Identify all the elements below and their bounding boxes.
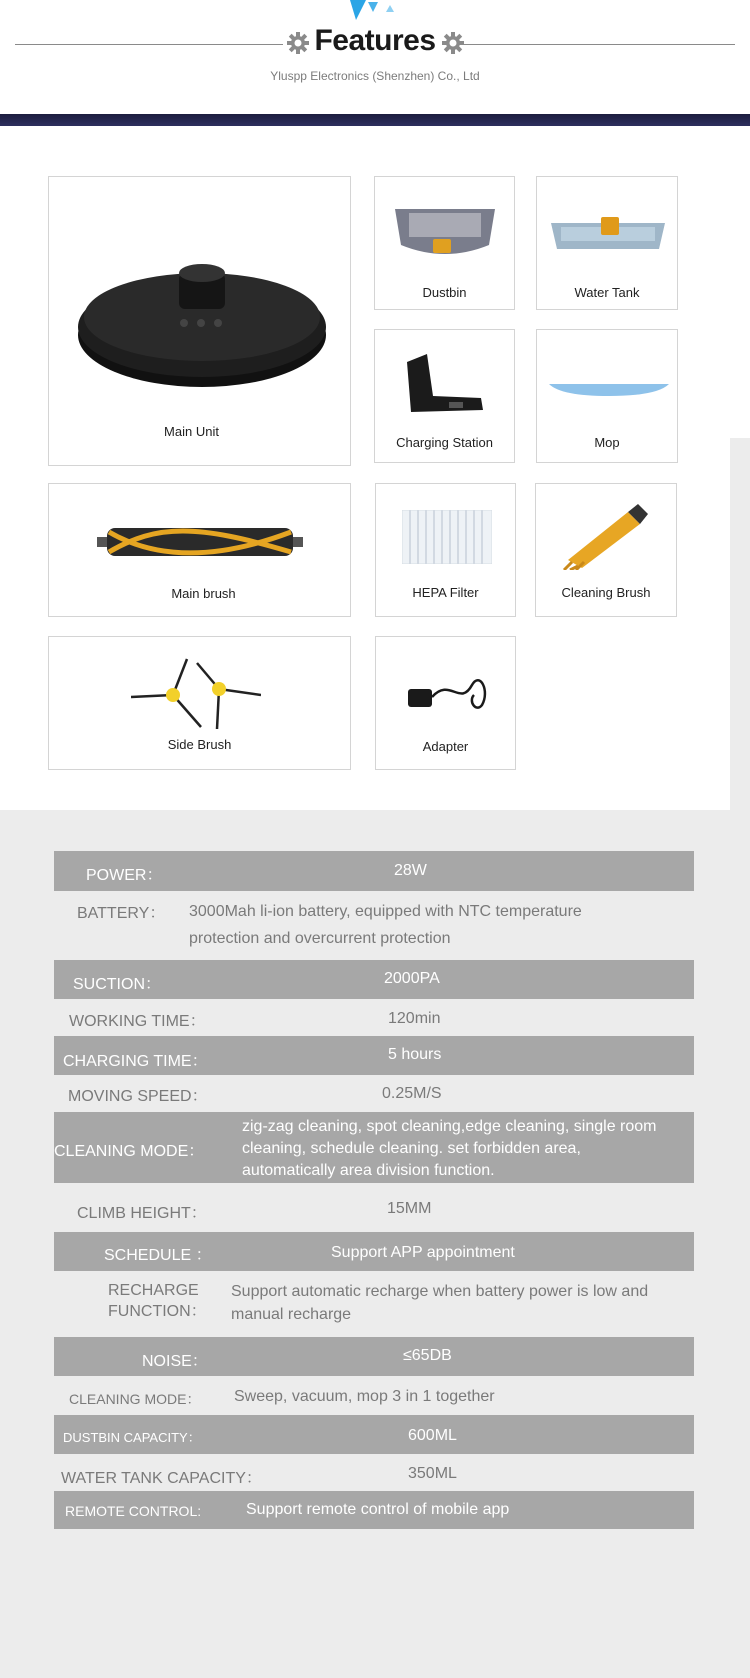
product-card-main-unit xyxy=(48,176,351,466)
spec-value: 5 hours xyxy=(388,1046,442,1063)
spec-value: Support remote control of mobile app xyxy=(246,1501,510,1518)
spec-row-cleaning-mode xyxy=(54,1112,694,1183)
spec-value: Support APP appointment xyxy=(331,1244,515,1261)
spec-row-cleaning-mode-2 xyxy=(54,1381,694,1413)
spec-value: 28W xyxy=(394,862,427,879)
spec-key: MOVING SPEED： xyxy=(68,1088,208,1105)
spec-key: BATTERY： xyxy=(77,905,166,922)
product-label: Charging Station xyxy=(396,435,493,450)
spec-value: 600ML xyxy=(408,1427,457,1444)
product-card-water-tank xyxy=(536,176,678,310)
water-tank-icon xyxy=(547,215,669,253)
spec-row-working-time xyxy=(54,1001,694,1035)
spec-value: 120min xyxy=(388,1010,441,1027)
side-brush-icon xyxy=(131,655,261,731)
spec-key: POWER： xyxy=(86,867,163,884)
spec-key: CLEANING MODE： xyxy=(69,1391,201,1407)
spec-row-recharge-function xyxy=(54,1276,694,1328)
product-label: Water Tank xyxy=(574,285,640,300)
spec-value: 350ML xyxy=(408,1465,457,1482)
product-label: Cleaning Brush xyxy=(561,585,651,600)
company-name: Yluspp Electronics (Shenzhen) Co., Ltd xyxy=(270,69,480,83)
product-card-dustbin xyxy=(374,176,515,310)
main-brush-icon xyxy=(97,522,303,562)
spec-row-charging-time xyxy=(54,1036,694,1075)
charging-station-icon xyxy=(403,352,487,416)
spec-value: Support automatic recharge when battery power is low and manual recharge xyxy=(231,1283,649,1323)
spec-key: WORKING TIME： xyxy=(69,1013,206,1030)
product-card-mop xyxy=(536,329,678,463)
product-label: Dustbin xyxy=(422,285,467,300)
product-label: Main brush xyxy=(171,586,236,601)
product-card-adapter xyxy=(375,636,516,770)
product-label: Adapter xyxy=(422,739,469,754)
robot-vacuum-icon xyxy=(77,247,327,397)
product-card-charging-station xyxy=(374,329,515,463)
spec-value: 0.25M/S xyxy=(382,1085,442,1102)
mop-icon xyxy=(547,382,671,398)
spec-key: REMOTE CONTROL: xyxy=(65,1503,202,1519)
spec-row-moving-speed xyxy=(54,1077,694,1109)
spec-value: 15MM xyxy=(387,1200,432,1217)
spec-row-climb-height xyxy=(54,1192,694,1226)
spec-key: CLIMB HEIGHT： xyxy=(77,1205,207,1222)
spec-key: RECHARGE FUNCTION： xyxy=(108,1282,207,1320)
product-label: Side Brush xyxy=(167,737,232,752)
logo-triangles-icon xyxy=(348,0,404,22)
spec-value: Sweep, vacuum, mop 3 in 1 together xyxy=(234,1388,495,1405)
spec-row-dustbin-capacity xyxy=(54,1415,694,1454)
product-card-cleaning-brush xyxy=(535,483,677,617)
spec-row-battery xyxy=(54,893,694,953)
cleaning-brush-icon xyxy=(562,504,652,570)
spec-row-water-tank-capacity xyxy=(54,1458,694,1490)
spec-key: SCHEDULE ： xyxy=(104,1247,212,1264)
product-label: HEPA Filter xyxy=(412,585,479,600)
spec-row-remote-control xyxy=(54,1491,694,1529)
page-header xyxy=(0,0,750,114)
spec-key: NOISE： xyxy=(142,1353,208,1370)
spec-value: ≤65DB xyxy=(403,1347,452,1364)
spec-key: CLEANING MODE： xyxy=(54,1143,205,1160)
spec-row-power xyxy=(54,851,694,891)
product-card-main-brush xyxy=(48,483,351,617)
spec-value: 2000PA xyxy=(384,970,440,987)
page-title: Features xyxy=(314,24,436,57)
dustbin-icon xyxy=(389,205,501,263)
product-label: Main Unit xyxy=(164,424,219,439)
product-label: Mop xyxy=(594,435,620,450)
spec-key: CHARGING TIME： xyxy=(63,1053,208,1070)
product-card-side-brush xyxy=(48,636,351,770)
hepa-filter-icon xyxy=(402,510,492,564)
product-card-hepa-filter xyxy=(375,483,516,617)
spec-value: 3000Mah li-ion battery, equipped with NTC temperature protection and overcurrent protection xyxy=(189,903,582,947)
spec-key: DUSTBIN CAPACITY： xyxy=(63,1430,201,1445)
spec-value: zig-zag cleaning, spot cleaning,edge cleaning, single room cleaning, schedule cleaning. set forbidden area, automatically area division function. xyxy=(242,1118,657,1179)
spec-row-noise xyxy=(54,1337,694,1376)
spec-key: SUCTION： xyxy=(73,976,162,993)
spec-row-schedule xyxy=(54,1232,694,1271)
header-divider-bar xyxy=(0,114,750,126)
spec-key: WATER TANK CAPACITY： xyxy=(61,1470,262,1487)
spec-background-edge xyxy=(730,438,750,810)
spec-row-suction xyxy=(54,960,694,999)
adapter-icon xyxy=(402,671,494,713)
